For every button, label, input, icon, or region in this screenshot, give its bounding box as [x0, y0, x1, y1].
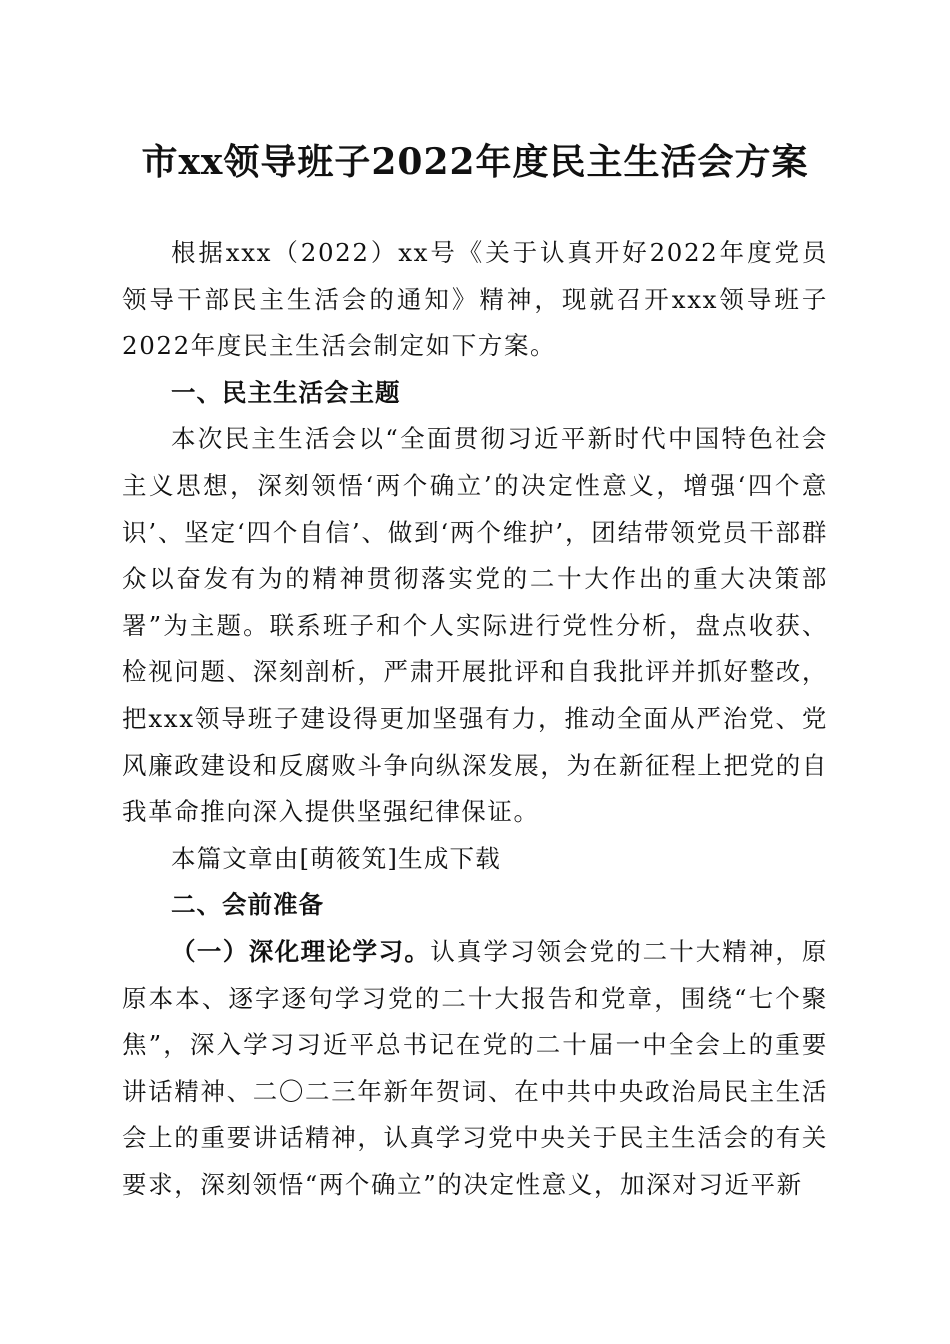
section-heading-theme: 一、民主生活会主题: [171, 377, 401, 407]
section-heading-preparation: 二、会前准备: [171, 890, 324, 920]
item-lead-theory-study: （一）深化理论学习。: [171, 936, 431, 966]
item-body-theory-study: 认真学习领会党的二十大精神，原原本本、逐字逐句学习党的二十大报告和党章，围绕“七个聚焦”，深入学习习近平总书记在党的二十届一中全会上的重要讲话精神、二〇二三年新年贺词、在中共中央政治局民主生活会上的重要讲话精神，认真学习党中央关于民主生活会的有关要求，深刻领悟“两个确立”的决定性意义，加深对习近平新: [122, 936, 828, 1199]
document-body: [122, 230, 828, 1208]
preparation-paragraph: [122, 929, 828, 1209]
document-title: 市xx领导班子2022年度民主生活会方案: [141, 141, 809, 183]
intro-paragraph: 根据xxx（2022）xx号《关于认真开好2022年度党员领导干部民主生活会的通知》精神，现就召开xxx领导班子2022年度民主生活会制定如下方案。: [122, 238, 828, 361]
theme-paragraph: 本次民主生活会以“全面贯彻习近平新时代中国特色社会主义思想，深刻领悟‘两个确立’的决定性意义，增强‘四个意识’、坚定‘四个自信’、做到‘两个维护’，团结带领党员干部群众以奋发有为的精神贯彻落实党的二十大作出的重大决策部署”为主题。联系班子和个人实际进行党性分析，盘点收获、检视问题、深刻剖析，严肃开展批评和自我批评并抓好整改，把xxx领导班子建设得更加坚强有力，推动全面从严治党、党风廉政建设和反腐败斗争向纵深发展，为在新征程上把党的自我革命推向深入提供坚强纪律保证。: [122, 424, 828, 827]
download-note: 本篇文章由[萌筱笂]生成下载: [171, 843, 501, 873]
